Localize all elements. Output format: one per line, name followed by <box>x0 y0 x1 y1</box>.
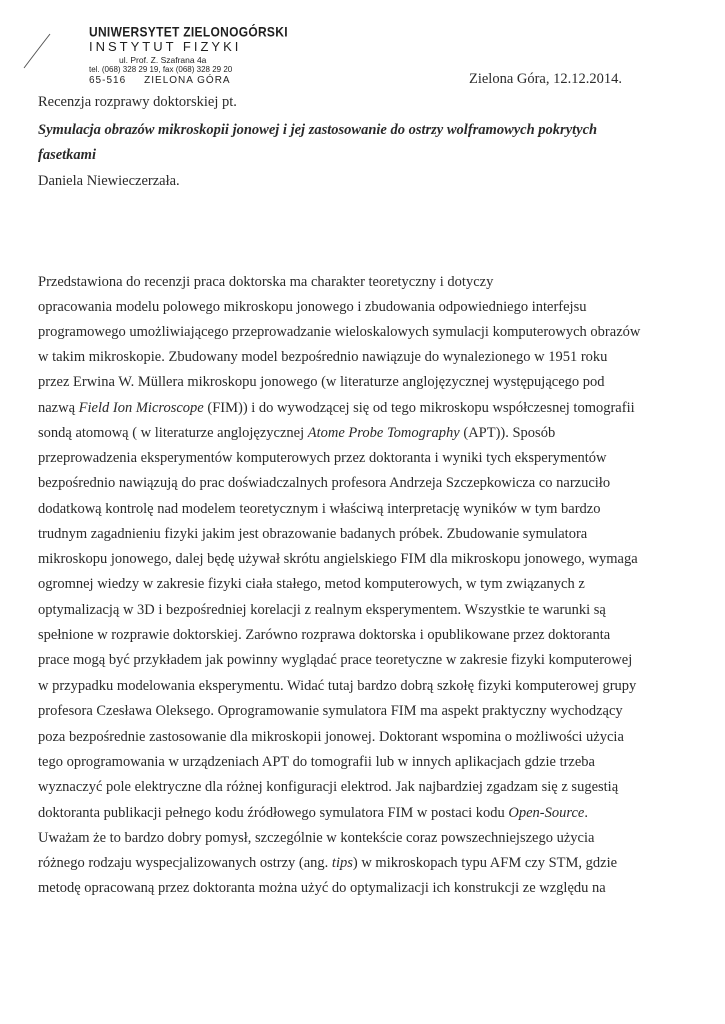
body-line: ogromnej wiedzy w zakresie fizyki ciała stałego, metod komputerowych, w tym związanych z <box>38 576 585 592</box>
body-line: doktoranta publikacji pełnego kodu źródłowego symulatora FIM w postaci kodu Open-Source. <box>38 805 588 821</box>
body-line: spełnione w rozprawie doktorskiej. Zarówno rozprawa doktorska i opublikowane przez doktoranta <box>38 627 611 643</box>
institute-stamp <box>89 24 309 87</box>
thesis-title-line-1: Symulacja obrazów mikroskopii jonowej i jej zastosowanie do ostrzy wolframowych pokrytych <box>38 122 598 138</box>
pen-mark-icon <box>22 30 52 70</box>
body-line: prace mogą być przykładem jak powinny wyglądać prace teoretyczne w zakresie fizyki komputerowej <box>38 652 633 668</box>
stamp-city-line <box>89 75 309 87</box>
body-line: różnego rodzaju wyspecjalizowanych ostrzy (ang. tips) w mikroskopach typu AFM czy STM, gdzie <box>38 855 618 871</box>
body-line: opracowania modelu polowego mikroskopu jonowego i zbudowania odpowiedniego interfejsu <box>38 299 587 315</box>
body-line: bezpośrednio nawiązują do prac doświadczalnych profesora Andrzeja Szczepkowicza co narzuciło <box>38 475 611 491</box>
body-line: dodatkową kontrolę nad modelem teoretycznym i właściwą interpretację wyników w tym bardzo <box>38 501 601 517</box>
body-line: programowego umożliwiającego przeprowadzanie wieloskalowych symulacji komputerowych obrazów <box>38 324 641 340</box>
body-line: mikroskopu jonowego, dalej będę używał skrótu angielskiego FIM dla mikroskopu jonowego, wymaga <box>38 551 638 567</box>
body-line: Przedstawiona do recenzji praca doktorska ma charakter teoretyczny i dotyczy <box>38 274 494 290</box>
body-line: w takim mikroskopie. Zbudowany model bezpośrednio nawiązuje do wynalezionego w 1951 roku <box>38 349 608 365</box>
body-line: tego oprogramowania w urządzeniach APT do tomografii lub w innych aplikacjach gdzie trzeba <box>38 754 595 770</box>
thesis-title-line-2: fasetkami <box>38 147 96 163</box>
body-line: profesora Czesława Oleksego. Oprogramowanie symulatora FIM ma aspekt praktyczny wychodzący <box>38 703 623 719</box>
body-line: przez Erwina W. Müllera mikroskopu jonowego (w literaturze anglojęzycznej występującego pod <box>38 374 605 390</box>
document-date: Zielona Góra, 12.12.2014. <box>468 71 622 87</box>
body-line: w przypadku modelowania eksperymentu. Widać tutaj bardzo dobrą szkołę fizyki komputerowej grupy <box>38 678 637 694</box>
stamp-university: UNIWERSYTET ZIELONOGÓRSKI <box>89 24 288 41</box>
body-line: Uważam że to bardzo dobry pomysł, szczególnie w kontekście coraz powszechniejszego użycia <box>38 830 595 846</box>
body-line: trudnym zagadnieniu fizyki jakim jest obrazowanie badanych próbek. Zbudowanie symulatora <box>38 526 588 542</box>
body-line: metodę opracowaną przez doktoranta można użyć do optymalizacji ich konstrukcji ze względu na <box>38 880 606 896</box>
body-line: przeprowadzenia eksperymentów komputerowych przez doktoranta i wyniki tych eksperymentów <box>38 450 607 466</box>
thesis-author: Daniela Niewieczerzała. <box>38 173 180 189</box>
stamp-institute: INSTYTUT FIZYKI <box>89 39 242 54</box>
body-line: nazwą Field Ion Microscope (FIM)) i do wywodzącej się od tego mikroskopu współczesnej tomografii <box>38 400 635 416</box>
body-line: poza bezpośrednie zastosowanie dla mikroskopii jonowej. Doktorant wspomina o możliwości użycia <box>38 729 624 745</box>
body-line: wyznaczyć pole elektryczne dla różnej konfiguracji elektrod. Jak najbardziej zgadzam się z sugestią <box>38 779 619 795</box>
body-line: optymalizacją w 3D i bezpośredniej korelacji z realnym eksperymentem. Wszystkie te warunki są <box>38 602 606 618</box>
body-line: sondą atomową ( w literaturze anglojęzycznej Atome Probe Tomography (APT)). Sposób <box>38 425 556 441</box>
stamp-postal-code: 65-516 <box>89 75 127 86</box>
stamp-phone: tel. (068) 328 29 19, fax (068) 328 29 20 <box>89 65 233 74</box>
stamp-city: ZIELONA GÓRA <box>144 75 231 86</box>
stamp-address: ul. Prof. Z. Szafrana 4a <box>119 55 207 65</box>
review-intro: Recenzja rozprawy doktorskiej pt. <box>38 94 237 110</box>
